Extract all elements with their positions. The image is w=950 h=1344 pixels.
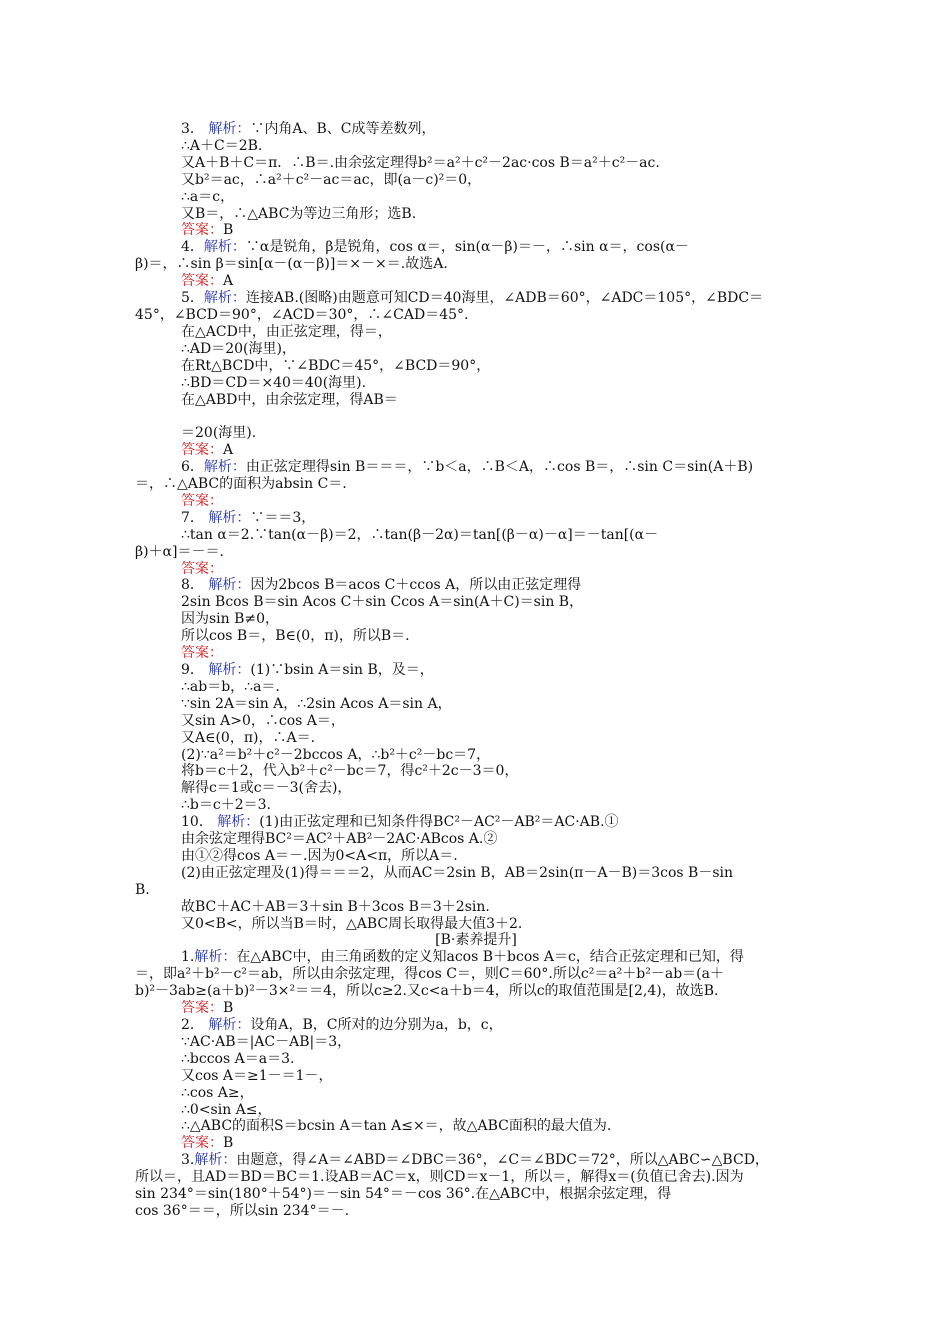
line-text: 由①②得cos A＝－.因为0<A<π，所以A＝. (181, 847, 458, 864)
line-text: 又A∈(0，π)，∴A＝. (181, 729, 316, 746)
text-line (135, 662, 817, 679)
text-line (135, 527, 817, 544)
analysis-label: 解析： (208, 661, 251, 678)
line-text: A (223, 273, 234, 290)
text-line (135, 121, 817, 138)
line-text: B (223, 222, 234, 239)
line-text: 将b＝c＋2，代入b²＋c²－bc＝7，得c²＋2c－3＝0， (181, 763, 519, 780)
line-text: ∴b＝c＋2＝3. (181, 797, 271, 814)
line-text: ∴BD＝CD＝×40＝40(海里). (181, 374, 367, 391)
line-text: ∴△ABC的面积S＝bcsin A＝tan A≤×＝，故△ABC面积的最大值为. (181, 1118, 612, 1135)
text-line (135, 239, 817, 256)
line-text: 3． (181, 121, 209, 137)
text-line (135, 1051, 817, 1068)
text-line (135, 747, 817, 764)
text-line (135, 696, 817, 713)
text-line (135, 1203, 817, 1220)
line-text: 7． (181, 509, 209, 526)
line-text: ∴bccos A＝a＝3. (181, 1050, 295, 1067)
text-line (135, 510, 817, 527)
text-line (135, 222, 817, 239)
text-line (135, 392, 817, 409)
line-text: A (223, 442, 234, 459)
blank-line (135, 408, 817, 425)
analysis-label: 解析： (194, 949, 237, 966)
line-text: 在Rt△BCD中，∵∠BDC＝45°，∠BCD＝90°， (181, 357, 491, 374)
text-line (135, 966, 817, 983)
line-text: B (223, 1135, 234, 1152)
line-text: ∴cos A≥， (181, 1084, 254, 1101)
text-line (135, 882, 817, 899)
line-text: ＝20(海里). (181, 425, 257, 442)
line-text: ∴A＋C＝2B. (181, 137, 263, 154)
line-text: ＝，∴△ABC的面积为absin C＝. (135, 476, 347, 493)
line-text: 5． (181, 290, 204, 307)
line-text: ∴tan α＝2.∵tan(α－β)＝2，∴tan(β－2α)＝tan[(β－α)－α]＝－tan[(α－ (181, 526, 659, 543)
text-line (135, 797, 817, 814)
analysis-label: 解析： (203, 290, 246, 307)
line-text: ∴ab＝b，∴a＝. (181, 678, 280, 695)
text-line (135, 189, 817, 206)
line-text: 由正弦定理得sin B＝＝＝，∵b＜a，∴B＜A，∴cos B＝，∴sin C＝sin(A＋B) (245, 459, 754, 476)
text-line (135, 1135, 817, 1152)
answer-label: 答案： (181, 1135, 223, 1152)
line-text: β)＝，∴sin β＝sin[α－(α－β)]＝×－×＝.故选A. (135, 256, 448, 273)
text-line (135, 155, 817, 172)
answer-label: 答案： (181, 273, 223, 290)
line-text: b)²－3ab≥(a＋b)²－3×²＝＝4，所以c≥2.又c<a＋b＝4，所以c的取值范围是[2,4)，故选B. (135, 983, 719, 1000)
text-line (135, 730, 817, 747)
answer-label: 答案： (181, 560, 223, 577)
line-text: β)＋α]＝－＝. (135, 543, 224, 560)
text-line (135, 780, 817, 797)
text-line (135, 848, 817, 865)
line-text: ∴0<sin A≤， (181, 1101, 272, 1118)
line-text: 8． (181, 577, 209, 594)
analysis-label: 解析： (208, 1017, 251, 1034)
text-line (135, 459, 817, 476)
line-text: ∴AD＝20(海里)， (181, 340, 296, 357)
text-line (135, 814, 817, 831)
text-line (135, 645, 817, 662)
line-text: (1)∵bsin A＝sin B，及＝， (250, 661, 434, 678)
line-text: 6． (181, 459, 204, 476)
answer-label: 答案： (181, 1000, 223, 1017)
text-line (135, 949, 817, 966)
text-line (135, 1102, 817, 1119)
text-line (135, 442, 817, 459)
line-text: B. (135, 881, 150, 898)
line-text: [B·素养提升] (435, 932, 517, 949)
line-text: 所以＝，且AD＝BD＝BC＝1.设AB＝AC＝x，则CD＝x－1，所以＝，解得x＝(负值已舍去).因为 (135, 1169, 744, 1186)
text-line (135, 1000, 817, 1017)
line-text: ＝，即a²＋b²－c²＝ab，所以由余弦定理，得cos C＝，则C＝60°.所以c²＝a²＋b²－ab＝(a＋ (135, 966, 724, 983)
line-text: 3. (181, 1152, 195, 1169)
line-text: 又b²＝ac，∴a²＋c²－ac＝ac，即(a－c)²＝0， (181, 171, 482, 188)
text-line (135, 916, 817, 933)
line-text: (2)由正弦定理及(1)得＝＝＝2，从而AC＝2sin B，AB＝2sin(π－A－B)＝3cos B－sin (181, 864, 734, 881)
text-line (135, 611, 817, 628)
text-line (135, 713, 817, 730)
text-line (135, 594, 817, 611)
analysis-label: 解析： (194, 1152, 237, 1169)
line-text: 又cos A＝≥1－＝1－， (181, 1067, 333, 1084)
line-text: cos 36°＝＝，所以sin 234°＝－. (135, 1202, 350, 1219)
text-line (135, 324, 817, 341)
line-text: ∴a＝c， (181, 188, 235, 205)
text-line (135, 290, 817, 307)
line-text: 9． (181, 661, 209, 678)
line-text: B (223, 1000, 234, 1017)
text-line (135, 138, 817, 155)
text-line (135, 628, 817, 645)
line-text: ∵＝＝3， (250, 509, 316, 526)
text-line (135, 763, 817, 780)
line-text: 在△ACD中，由正弦定理，得＝， (181, 323, 392, 340)
line-text: 10． (181, 814, 218, 831)
line-text: 连接AB.(图略)由题意可知CD＝40海里，∠ADB＝60°，∠ADC＝105°，∠BDC＝ (245, 290, 764, 307)
line-text: ∵α是锐角，β是锐角，cos α＝，sin(α－β)＝－，∴sin α＝，cos(α－ (245, 239, 689, 256)
text-line (135, 899, 817, 916)
text-line (135, 1169, 817, 1186)
answer-label: 答案： (181, 492, 223, 509)
line-text: 2． (181, 1017, 209, 1034)
line-text: 在△ABC中，由三角函数的定义知acos B＋bcos A＝c，结合正弦定理和已知，得 (236, 949, 744, 966)
line-text: 设角A，B，C所对的边分别为a，b，c， (250, 1017, 503, 1034)
line-text: 又sin A>0，∴cos A＝， (181, 712, 345, 729)
text-line (135, 476, 817, 493)
text-line (135, 544, 817, 561)
text-line (135, 932, 817, 949)
line-text: 1. (181, 949, 195, 966)
answer-label: 答案： (181, 645, 223, 662)
line-text: 由题意，得∠A＝∠ABD＝∠DBC＝36°，∠C＝∠BDC＝72°，所以△ABC∽△BCD， (236, 1152, 769, 1169)
line-text: 因为2bcos B＝acos C＋ccos A，所以由正弦定理得 (250, 577, 582, 594)
analysis-label: 解析： (208, 577, 251, 594)
text-line (135, 1017, 817, 1034)
text-line (135, 561, 817, 578)
text-line (135, 1068, 817, 1085)
text-line (135, 172, 817, 189)
line-text: 又B＝，∴△ABC为等边三角形；选B. (181, 205, 417, 222)
text-line (135, 1152, 817, 1169)
line-text: (1)由正弦定理和已知条件得BC²－AC²－AB²＝AC·AB.① (259, 814, 619, 831)
text-line (135, 577, 817, 594)
text-line (135, 983, 817, 1000)
line-text: ∵sin 2A＝sin A，∴2sin Acos A＝sin A， (181, 695, 452, 712)
line-text: 4． (181, 239, 204, 256)
line-text: ∵内角A、B、C成等差数列， (250, 121, 436, 137)
line-text: 故BC＋AC＋AB＝3＋sin B＋3cos B＝3＋2sin. (181, 898, 490, 915)
text-line (135, 493, 817, 510)
analysis-label: 解析： (208, 509, 251, 526)
line-text: 2sin Bcos B＝sin Acos C＋sin Ccos A＝sin(A＋C)＝sin B， (181, 594, 584, 611)
text-line (135, 1186, 817, 1203)
line-text: (2)∵a²＝b²＋c²－2bccos A，∴b²＋c²－bc＝7， (181, 746, 491, 763)
line-text: 在△ABD中，由余弦定理，得AB＝ (181, 391, 398, 408)
text-line (135, 1085, 817, 1102)
analysis-label: 解析： (203, 459, 246, 476)
text-line (135, 865, 817, 882)
line-text: 所以cos B＝，B∈(0，π)，所以B＝. (181, 628, 410, 645)
line-text: sin 234°＝sin(180°＋54°)＝－sin 54°＝－cos 36°.在△ABC中，根据余弦定理，得 (135, 1186, 672, 1203)
text-line (135, 341, 817, 358)
answer-label: 答案： (181, 222, 223, 239)
analysis-label: 解析： (208, 121, 251, 137)
text-line (135, 1034, 817, 1051)
answer-label: 答案： (181, 442, 223, 459)
analysis-label: 解析： (217, 814, 260, 831)
solution-document (135, 121, 817, 1220)
line-text: 解得c＝1或c＝－3(舍去)， (181, 780, 352, 797)
line-text: ∵AC·AB＝|AC－AB|＝3， (181, 1033, 352, 1050)
line-text: 45°，∠BCD＝90°，∠ACD＝30°，∴∠CAD＝45°. (135, 306, 469, 323)
text-line (135, 375, 817, 392)
text-line (135, 273, 817, 290)
line-text: 又A＋B＋C＝π．∴B＝.由余弦定理得b²＝a²＋c²－2ac·cos B＝a²＋c²－ac. (181, 154, 660, 171)
text-line (135, 358, 817, 375)
analysis-label: 解析： (203, 239, 246, 256)
text-line (135, 1118, 817, 1135)
line-text: 因为sin B≠0， (181, 611, 280, 628)
text-line (135, 425, 817, 442)
line-text: 又0<B<，所以当B＝时，△ABC周长取得最大值3＋2. (181, 915, 523, 932)
text-line (135, 679, 817, 696)
text-line (135, 831, 817, 848)
text-line (135, 206, 817, 223)
line-text: 由余弦定理得BC²＝AC²＋AB²－2AC·ABcos A.② (181, 831, 498, 848)
text-line (135, 256, 817, 273)
text-line (135, 307, 817, 324)
